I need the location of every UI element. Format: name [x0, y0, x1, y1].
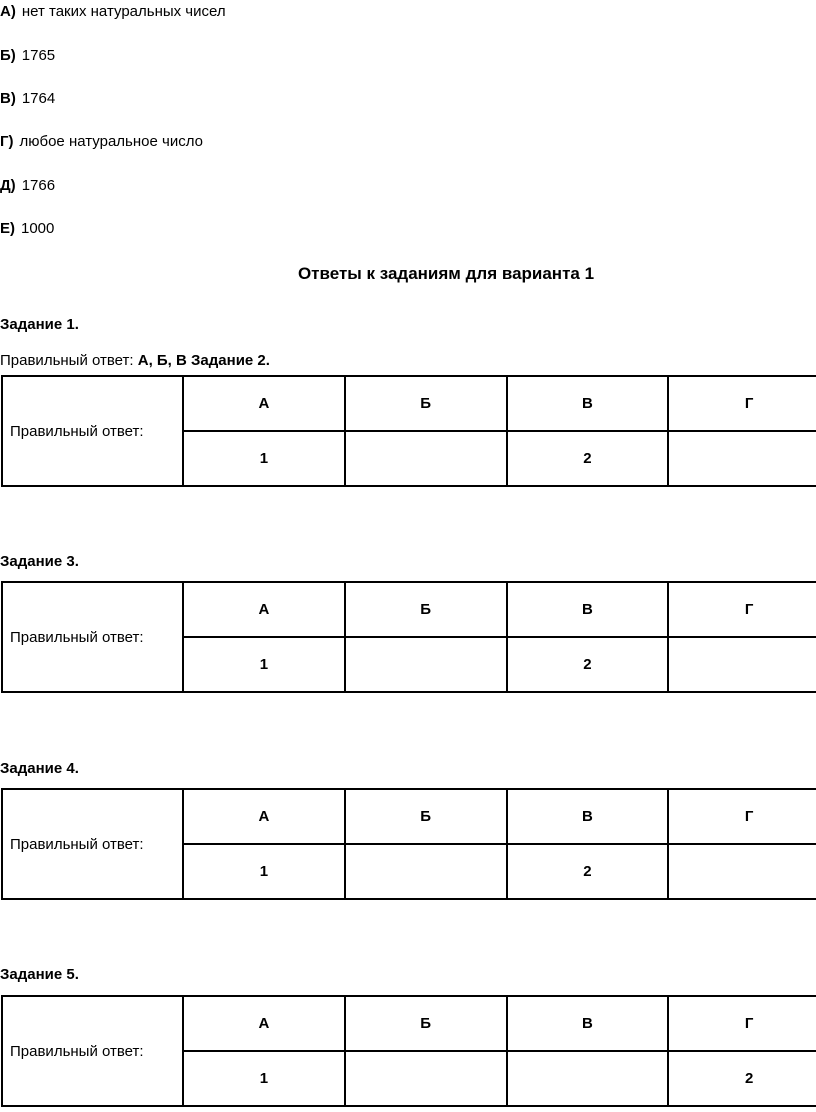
- option-text: нет таких натуральных чисел: [21, 3, 226, 20]
- header-cell: Г: [668, 376, 816, 431]
- value-cell: 2: [507, 431, 669, 486]
- header-cell: Г: [668, 789, 816, 844]
- value-cell: [345, 637, 507, 692]
- header-cell: В: [507, 376, 669, 431]
- task-5-title: Задание 5.: [0, 966, 79, 983]
- value-cell: [668, 431, 816, 486]
- header-cell: Б: [345, 789, 507, 844]
- option-a: [0, 2, 226, 22]
- header-cell: В: [507, 789, 669, 844]
- option-letter: Д): [0, 177, 16, 194]
- task-3-answer-table: [1, 581, 816, 693]
- header-cell: Б: [345, 996, 507, 1051]
- option-v: [0, 89, 55, 109]
- value-cell: 1: [183, 844, 345, 899]
- header-cell: А: [183, 582, 345, 637]
- task-2-answer-table: [1, 375, 816, 487]
- task-3-title: Задание 3.: [0, 553, 79, 570]
- value-cell: [345, 1051, 507, 1106]
- header-cell: Б: [345, 376, 507, 431]
- option-d: [0, 176, 55, 196]
- option-text: любое натуральное число: [19, 133, 203, 150]
- value-cell: [345, 431, 507, 486]
- option-letter: Г): [0, 133, 14, 150]
- value-cell: [507, 1051, 669, 1106]
- value-cell: [345, 844, 507, 899]
- task-2-title: Задание 2.: [191, 352, 270, 369]
- answer-label-cell: Правильный ответ:: [2, 789, 183, 899]
- option-text: 1000: [21, 220, 55, 237]
- header-cell: В: [507, 582, 669, 637]
- option-letter: В): [0, 90, 16, 107]
- task-1-answer: [0, 352, 270, 369]
- task-5-answer-table: [1, 995, 816, 1107]
- value-cell: [668, 844, 816, 899]
- value-cell: 1: [183, 431, 345, 486]
- header-cell: В: [507, 996, 669, 1051]
- value-cell: 2: [507, 637, 669, 692]
- header-cell: Б: [345, 582, 507, 637]
- header-cell: А: [183, 376, 345, 431]
- answer-label-cell: Правильный ответ:: [2, 376, 183, 486]
- header-cell: А: [183, 789, 345, 844]
- header-cell: Г: [668, 996, 816, 1051]
- value-cell: 1: [183, 637, 345, 692]
- option-g: [0, 132, 203, 152]
- option-text: 1764: [21, 90, 56, 107]
- option-text: 1766: [21, 177, 56, 194]
- answer-label: Правильный ответ:: [0, 352, 134, 369]
- option-b: [0, 46, 55, 66]
- option-letter: Б): [0, 47, 16, 64]
- value-cell: 1: [183, 1051, 345, 1106]
- answer-label-cell: Правильный ответ:: [2, 996, 183, 1106]
- option-letter: Е): [0, 220, 15, 237]
- value-cell: 2: [507, 844, 669, 899]
- option-e: [0, 219, 54, 239]
- task-4-answer-table: [1, 788, 816, 900]
- task-1-title: Задание 1.: [0, 316, 79, 333]
- answers-heading: Ответы к заданиям для варианта 1: [297, 264, 595, 283]
- header-cell: А: [183, 996, 345, 1051]
- answer-value: А, Б, В: [137, 352, 187, 369]
- answer-label-cell: Правильный ответ:: [2, 582, 183, 692]
- value-cell: 2: [668, 1051, 816, 1106]
- option-text: 1765: [21, 47, 56, 64]
- option-letter: А): [0, 3, 16, 20]
- value-cell: [668, 637, 816, 692]
- header-cell: Г: [668, 582, 816, 637]
- task-4-title: Задание 4.: [0, 760, 79, 777]
